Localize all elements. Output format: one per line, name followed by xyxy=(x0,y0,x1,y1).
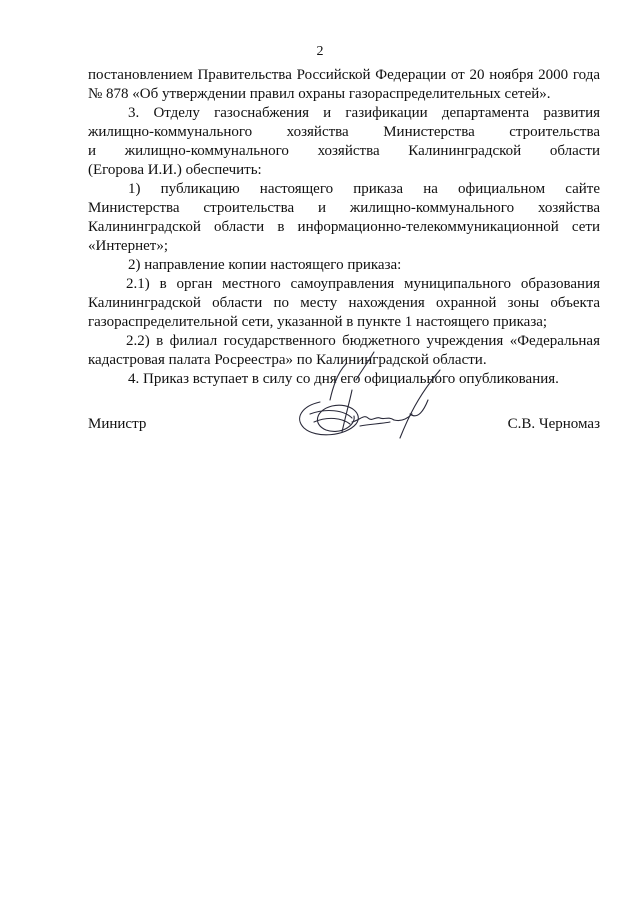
text-line: и жилищно-коммунального хозяйства Калининградской области xyxy=(88,143,600,159)
item-1-line: 1) публикацию настоящего приказа на официальном сайте xyxy=(128,181,600,197)
text-line: постановлением Правительства Российской Федерации от 20 ноября 2000 года xyxy=(88,67,600,83)
text-line: газораспределительной сети, указанной в пункте 1 настоящего приказа; xyxy=(88,314,548,330)
text-line: (Егорова И.И.) обеспечить: xyxy=(88,162,262,178)
item-2-2-line: 2.2) в филиал государственного бюджетного учреждения «Федеральная xyxy=(126,333,600,349)
text-line: Калининградской области по месту нахождения охранной зоны объекта xyxy=(88,295,600,311)
text-line: № 878 «Об утверждении правил охраны газораспределительных сетей». xyxy=(88,86,551,102)
page-number: 2 xyxy=(316,44,324,59)
paragraph-4-line: 4. Приказ вступает в силу со дня его официального опубликования. xyxy=(128,371,559,387)
text-line: «Интернет»; xyxy=(88,238,168,254)
paragraph-3-line: 3. Отделу газоснабжения и газификации департамента развития xyxy=(128,105,600,121)
item-2-line: 2) направление копии настоящего приказа: xyxy=(128,257,402,273)
text-line: Министерства строительства и жилищно-коммунального хозяйства xyxy=(88,200,600,216)
item-2-1-line: 2.1) в орган местного самоуправления муниципального образования xyxy=(126,276,600,292)
signer-title: Министр xyxy=(88,416,147,432)
text-line: кадастровая палата Росреестра» по Калининградской области. xyxy=(88,352,487,368)
text-line: Калининградской области в информационно-телекоммуникационной сети xyxy=(88,219,600,235)
text-line: жилищно-коммунального хозяйства Министерства строительства xyxy=(88,124,600,140)
signer-name: С.В. Черномаз xyxy=(507,416,600,432)
signature-block xyxy=(88,414,600,434)
